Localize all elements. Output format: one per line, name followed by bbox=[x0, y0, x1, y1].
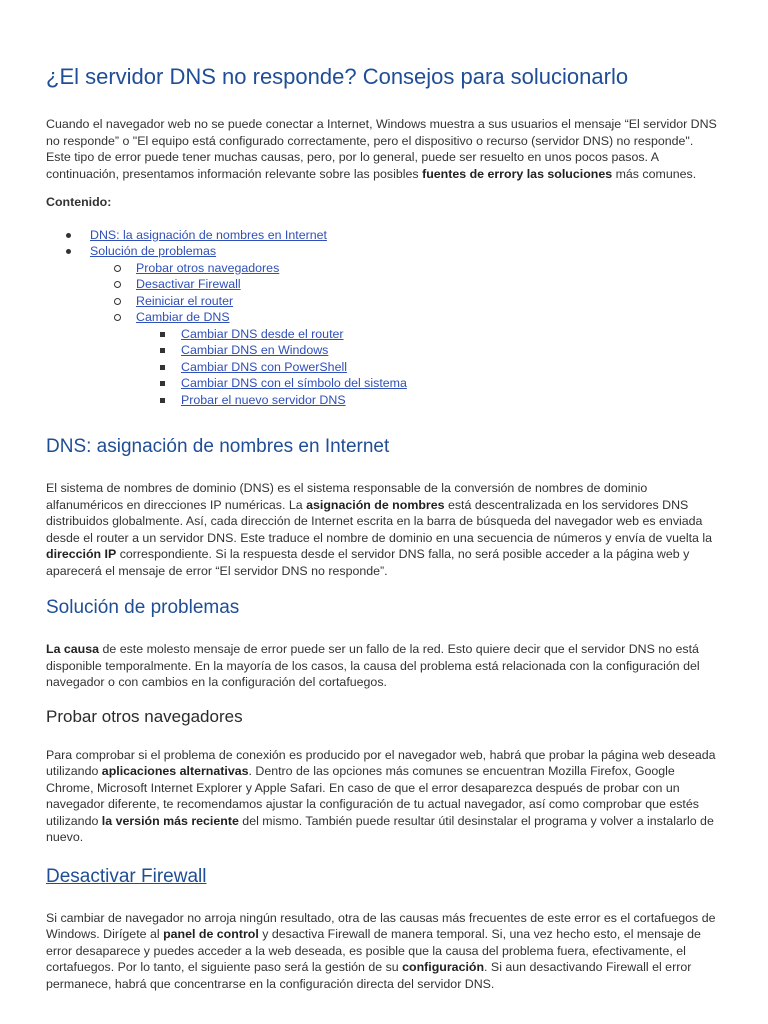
toc-subitem bbox=[90, 276, 718, 293]
toc-link-dns[interactable]: DNS: la asignación de nombres en Internet bbox=[90, 227, 327, 242]
dns-text-2: está descentralizada en los servidores DNS distribuidos globalmente. Así, cada dirección de Internet escrita en la barra de búsqueda del navegador web es enviada desde el router a un servidor DNS. Este traduce el nombre de dominio en una secuencia de números y envía de vuelta la bbox=[46, 497, 713, 545]
dns-paragraph bbox=[46, 480, 718, 579]
toc-link-firewall[interactable]: Desactivar Firewall bbox=[136, 277, 241, 291]
intro-paragraph bbox=[46, 116, 718, 182]
circle-bullet-icon bbox=[114, 293, 121, 310]
toc-subitem bbox=[90, 293, 718, 310]
section-dns bbox=[46, 434, 718, 579]
nav-text-1: Para comprobar si el problema de conexión es producido por el navegador web, habrá que probar la página web deseada utilizando bbox=[46, 747, 716, 778]
fw-bold-1: panel de control bbox=[163, 927, 259, 941]
section-firewall bbox=[46, 864, 718, 993]
toc-subitem bbox=[90, 260, 718, 277]
intro-text-1: Cuando el navegador web no se puede conectar a Internet, Windows muestra a sus usuarios el mensaje “El servidor DNS no responde” o "El equipo está configurado correctamente, pero el dispositivo o recurso (servidor DNS) no responde". Este tipo de error puede tener muchas causas, pero, por lo general, puede ser resuelto en unos pocos pasos. A continuación, presentamos información relevante sobre las posibles bbox=[46, 117, 717, 181]
fw-bold-2: configuración bbox=[402, 960, 485, 974]
section-heading-firewall bbox=[46, 864, 718, 890]
firewall-heading-link[interactable]: Desactivar Firewall bbox=[46, 865, 207, 887]
navegadores-paragraph bbox=[46, 747, 718, 846]
toc-subsubitem bbox=[136, 342, 718, 359]
table-of-contents bbox=[46, 227, 718, 409]
page-title: ¿El servidor DNS no responde? Consejos para solucionarlo bbox=[46, 64, 629, 89]
solucion-paragraph bbox=[46, 641, 718, 691]
toc-subsubitem bbox=[136, 375, 718, 392]
toc-link-dns-powershell[interactable]: Cambiar DNS con PowerShell bbox=[181, 359, 347, 374]
fw-text-3: . Si aun desactivando Firewall el error permanece, habrá que concentrarse en la configuración directa del servidor DNS. bbox=[46, 960, 692, 991]
toc-link-dns-windows[interactable]: Cambiar DNS en Windows bbox=[181, 343, 329, 357]
firewall-paragraph bbox=[46, 910, 718, 993]
bullet-icon bbox=[66, 227, 71, 244]
toc-link-navegadores[interactable]: Probar otros navegadores bbox=[136, 260, 280, 275]
square-bullet-icon bbox=[160, 359, 165, 376]
toc-subsublist bbox=[136, 326, 718, 409]
section-heading-dns: DNS: asignación de nombres en Internet bbox=[46, 436, 390, 457]
bullet-icon bbox=[66, 243, 71, 260]
square-bullet-icon bbox=[160, 326, 165, 343]
dns-text-1: El sistema de nombres de dominio (DNS) es el sistema responsable de la conversión de nombres de dominio alfanuméricos en direcciones IP numéricas. La bbox=[46, 481, 648, 512]
section-solucion bbox=[46, 595, 718, 691]
toc-item bbox=[46, 243, 718, 408]
toc-label: Contenido: bbox=[46, 195, 112, 209]
nav-bold-2: la versión más reciente bbox=[101, 813, 239, 828]
toc-sublist bbox=[90, 260, 718, 409]
solucion-bold-1: La causa bbox=[46, 642, 100, 656]
toc-subsubitem bbox=[136, 326, 718, 343]
circle-bullet-icon bbox=[114, 276, 121, 293]
solucion-text-1: de este molesto mensaje de error puede ser un fallo de la red. Esto quiere decir que el servidor DNS no está disponible temporalmente. En la mayoría de los casos, la causa del problema está relacionada con la configuración del navegador o con cambios en la configuración del cortafuegos. bbox=[46, 642, 700, 689]
square-bullet-icon bbox=[160, 392, 165, 409]
toc-link-dns-cmd[interactable]: Cambiar DNS con el símbolo del sistema bbox=[181, 376, 407, 390]
dns-bold-1: asignación de nombres bbox=[306, 497, 445, 512]
toc-link-dns-probar[interactable]: Probar el nuevo servidor DNS bbox=[181, 392, 346, 407]
nav-bold-1: aplicaciones alternativas bbox=[101, 764, 249, 778]
dns-text-3: correspondiente. Si la respuesta desde el servidor DNS falla, no será posible acceder a la página web y aparecerá el mensaje de error “El servidor DNS no responde”. bbox=[46, 547, 690, 578]
fw-text-1: Si cambiar de navegador no arroja ningún resultado, otra de las causas más frecuentes de este error es el cortafuegos de Windows. Dirígete al bbox=[46, 910, 716, 941]
section-heading-navegadores: Probar otros navegadores bbox=[46, 706, 243, 726]
section-heading-solucion: Solución de problemas bbox=[46, 597, 240, 618]
fw-text-2: y desactiva Firewall de manera temporal. Si, una vez hecho esto, el mensaje de error desaparece y puedes acceder a la web deseada, es posible que la causa del problema fuera, efectivamente, el cortafuegos. Por lo tanto, el siguiente paso será la gestión de su bbox=[46, 927, 701, 974]
toc-subitem bbox=[90, 309, 718, 408]
toc-link-router[interactable]: Reiniciar el router bbox=[136, 293, 234, 308]
nav-text-3: del mismo. También puede resultar útil desinstalar el programa y volver a instalarlo de nuevo. bbox=[46, 813, 714, 844]
intro-bold-1: fuentes de errory las soluciones bbox=[422, 166, 613, 181]
toc-subsubitem bbox=[136, 359, 718, 376]
toc-link-dns-router[interactable]: Cambiar DNS desde el router bbox=[181, 326, 344, 341]
toc-item bbox=[46, 227, 718, 244]
circle-bullet-icon bbox=[114, 260, 121, 277]
square-bullet-icon bbox=[160, 342, 165, 359]
article-content bbox=[46, 62, 718, 992]
square-bullet-icon bbox=[160, 375, 165, 392]
circle-bullet-icon bbox=[114, 309, 121, 326]
section-navegadores bbox=[46, 705, 718, 846]
toc-link-cambiar-dns[interactable]: Cambiar de DNS bbox=[136, 310, 230, 324]
nav-text-2: . Dentro de las opciones más comunes se encuentran Mozilla Firefox, Google Chrome, Microsoft Internet Explorer y Apple Safari. En caso de que el error desaparezca después de probar con un navegador diferente, te recomendamos ajustar la configuración de tu actual navegador, así como comprobar que estés utilizando bbox=[46, 764, 699, 828]
toc-link-solucion[interactable]: Solución de problemas bbox=[90, 244, 217, 258]
toc-subsubitem bbox=[136, 392, 718, 409]
intro-text-2: más comunes. bbox=[612, 166, 697, 181]
dns-bold-2: dirección IP bbox=[46, 547, 117, 561]
